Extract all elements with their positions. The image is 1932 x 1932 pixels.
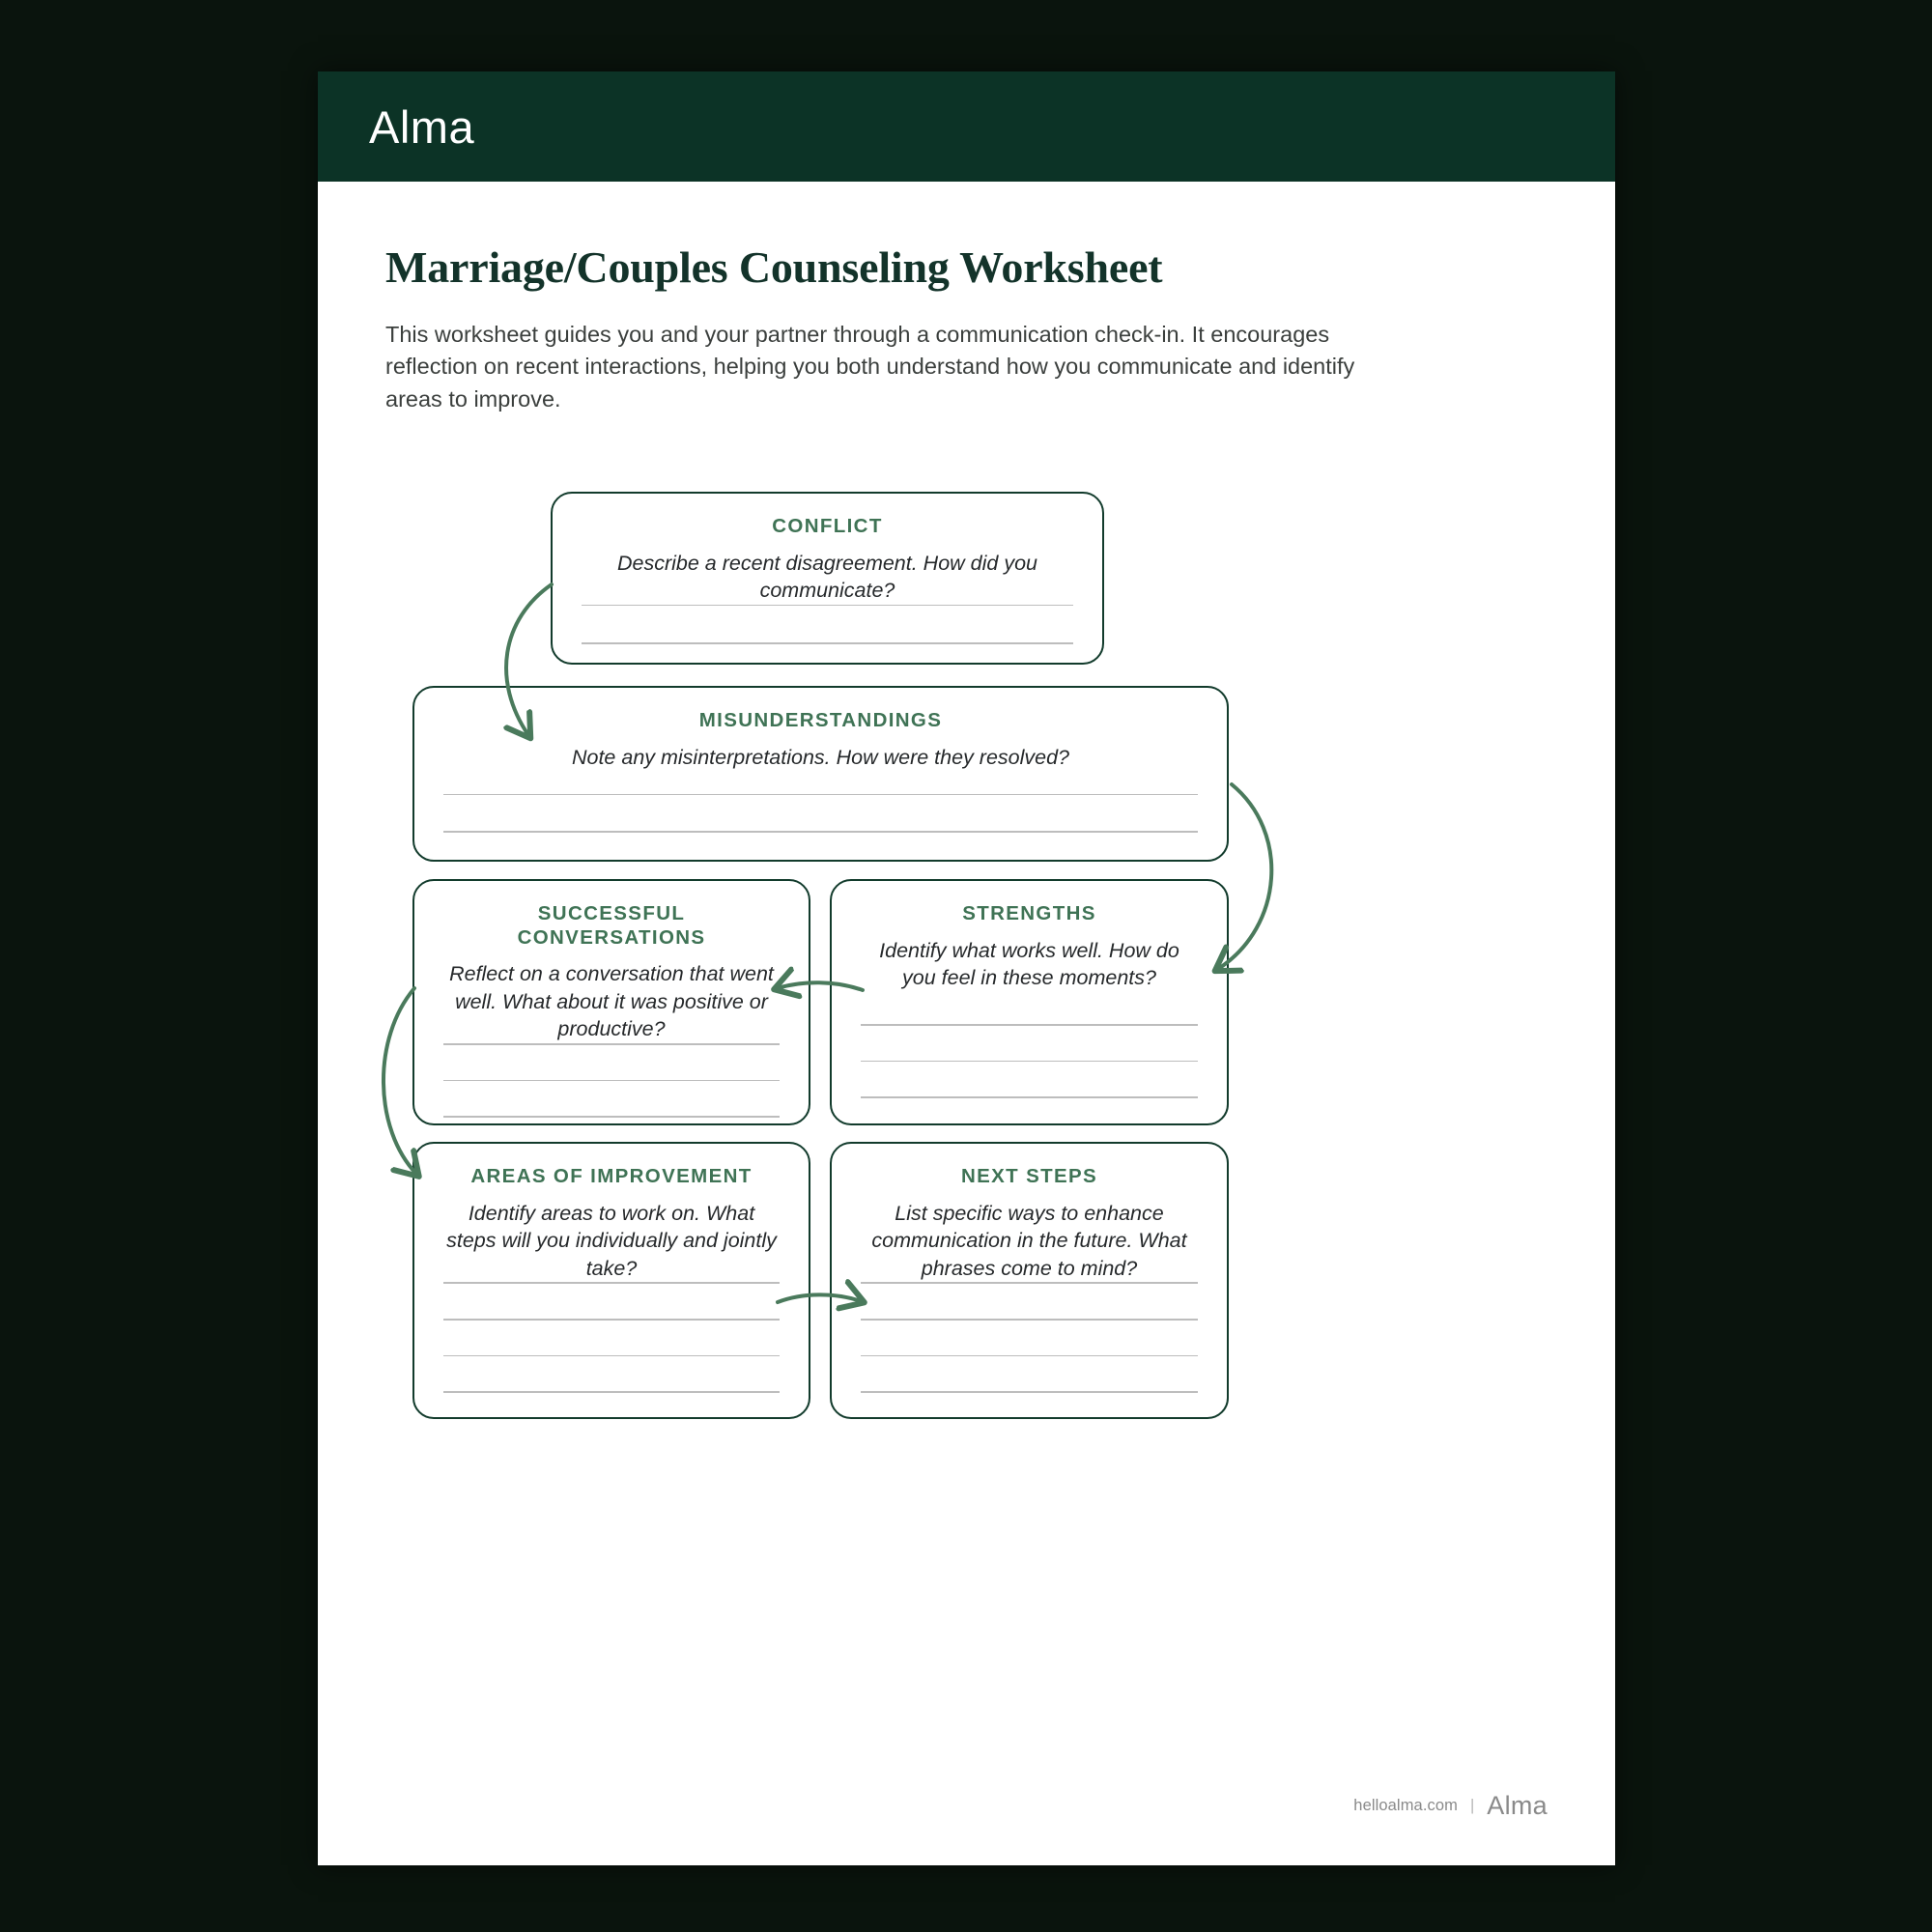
- worksheet-diagram: [385, 492, 1548, 1574]
- section-box-strengths[interactable]: [830, 879, 1229, 1125]
- section-prompt: Identify areas to work on. What steps will you individually and jointly take?: [446, 1201, 777, 1280]
- writing-line[interactable]: [861, 1024, 1198, 1026]
- writing-line[interactable]: [443, 1391, 780, 1393]
- section-heading: STRENGTHS: [962, 902, 1096, 925]
- brand-header-bar: [318, 71, 1615, 182]
- writing-lines[interactable]: [582, 605, 1073, 666]
- writing-lines[interactable]: [443, 1043, 780, 1143]
- writing-line[interactable]: [861, 1319, 1198, 1321]
- arrow-successful-to-areas: [384, 988, 416, 1174]
- section-prompt: Describe a recent disagreement. How did you communicate?: [617, 551, 1037, 603]
- section-box-misunderstandings[interactable]: [412, 686, 1229, 862]
- writing-line[interactable]: [861, 1061, 1198, 1063]
- section-prompt: List specific ways to enhance communication in the future. What phrases come to mind?: [871, 1201, 1187, 1280]
- section-heading: CONFLICT: [772, 515, 883, 538]
- intro-paragraph: This worksheet guides you and your partner through a communication check-in. It encourages reflection on recent interactions, helping you both understand how you communicate and identify areas to improve.: [385, 322, 1355, 412]
- writing-line[interactable]: [443, 794, 1198, 796]
- section-prompt: Reflect on a conversation that went well. What about it was positive or productive?: [449, 962, 774, 1041]
- writing-line[interactable]: [861, 1355, 1198, 1357]
- section-prompt: Identify what works well. How do you feel in these moments?: [879, 938, 1179, 990]
- writing-line[interactable]: [443, 1319, 780, 1321]
- writing-line[interactable]: [582, 642, 1073, 644]
- writing-line[interactable]: [861, 1282, 1198, 1284]
- writing-lines[interactable]: [861, 1024, 1198, 1123]
- footer-alma-wordmark: Alma: [1487, 1791, 1548, 1820]
- writing-line[interactable]: [443, 1116, 780, 1118]
- section-box-areas-of-improvement[interactable]: [412, 1142, 810, 1419]
- writing-line[interactable]: [443, 1355, 780, 1357]
- writing-line[interactable]: [443, 1043, 780, 1045]
- page-title: Marriage/Couples Counseling Worksheet: [385, 242, 1163, 292]
- alma-logo-wordmark: Alma: [369, 100, 475, 153]
- section-box-successful-conversations[interactable]: [412, 879, 810, 1125]
- writing-line[interactable]: [582, 605, 1073, 607]
- footer-separator: |: [1469, 1797, 1475, 1814]
- writing-line[interactable]: [443, 1282, 780, 1284]
- document-body: [318, 182, 1615, 1574]
- section-prompt: Note any misinterpretations. How were they resolved?: [571, 745, 1070, 769]
- footer-url[interactable]: helloalma.com: [1353, 1797, 1458, 1814]
- section-heading: AREAS OF IMPROVEMENT: [470, 1165, 753, 1188]
- writing-lines[interactable]: [443, 794, 1198, 860]
- writing-line[interactable]: [443, 831, 1198, 833]
- writing-line[interactable]: [861, 1096, 1198, 1098]
- section-heading: MISUNDERSTANDINGS: [698, 709, 943, 732]
- page-footer: [1353, 1793, 1548, 1819]
- section-heading: SUCCESSFUL CONVERSATIONS: [517, 902, 706, 949]
- writing-line[interactable]: [861, 1391, 1198, 1393]
- section-heading: NEXT STEPS: [960, 1165, 1098, 1188]
- section-box-next-steps[interactable]: [830, 1142, 1229, 1419]
- section-box-conflict[interactable]: [551, 492, 1104, 665]
- worksheet-page: [318, 71, 1615, 1865]
- writing-line[interactable]: [443, 1080, 780, 1082]
- writing-lines[interactable]: [443, 1282, 780, 1421]
- writing-lines[interactable]: [861, 1282, 1198, 1421]
